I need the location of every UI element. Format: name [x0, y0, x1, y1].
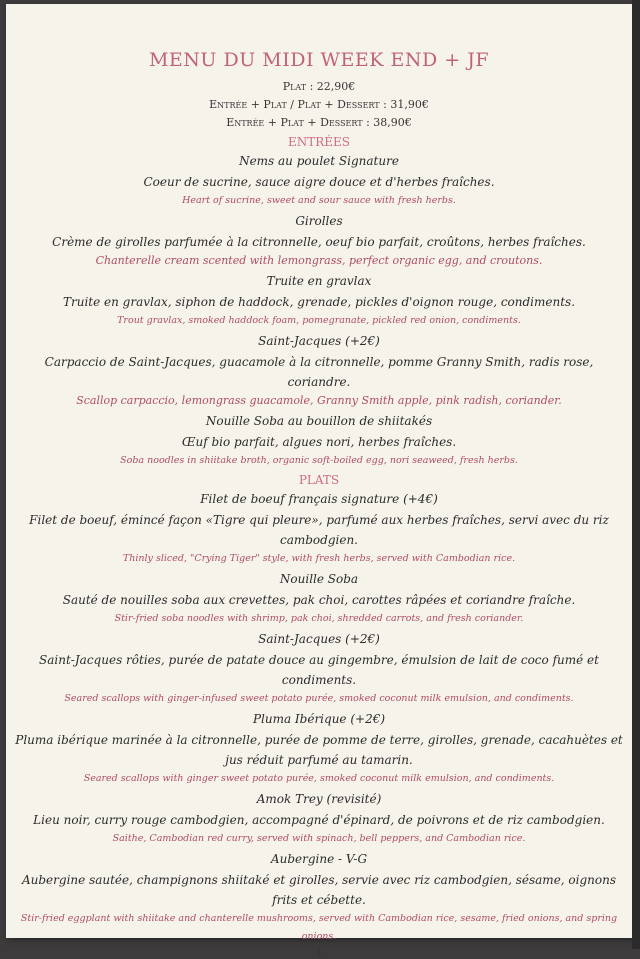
- dish-description-en: Chanterelle cream scented with lemongrass, perfect organic egg, and croutons.: [95, 254, 543, 267]
- dish-description-fr: Coeur de sucrine, sauce aigre douce et d'herbes fraîches.: [143, 175, 495, 189]
- dish-saint-jacques-entree: [14, 331, 624, 410]
- dish-name: Aubergine - V-G: [270, 852, 368, 866]
- dish-description-fr: Saint-Jacques rôties, purée de patate douce au gingembre, émulsion de lait de coco fumé et condiments.: [39, 653, 599, 687]
- dish-name: Nouille Soba au bouillon de shiitakés: [205, 414, 433, 428]
- dish-saint-jacques-plat: [14, 629, 624, 708]
- section-entrees: ENTRÉES: [287, 135, 351, 149]
- dish-description-fr: Filet de boeuf, émincé façon «Tigre qui pleure», parfumé aux herbes fraîches, servi avec du riz cambodgien.: [29, 513, 609, 547]
- dish-description-en: Seared scallops with ginger sweet potato purée, smoked coconut milk emulsion, and condiments.: [83, 773, 555, 784]
- dish-description-en: Scallop carpaccio, lemongrass guacamole, Granny Smith apple, pink radish, coriander.: [76, 394, 562, 407]
- dish-aubergine: [14, 849, 624, 946]
- dish-description-fr: Carpaccio de Saint-Jacques, guacamole à la citronnelle, pomme Granny Smith, radis rose, coriandre.: [44, 355, 594, 389]
- dish-description-fr: Sauté de nouilles soba aux crevettes, pak choi, carottes râpées et coriandre fraîche.: [62, 593, 576, 607]
- dish-description-fr: Lieu noir, curry rouge cambodgien, accompagné d'épinard, de poivrons et de riz cambodgien.: [33, 813, 605, 827]
- dish-name: Filet de boeuf français signature (+4€): [200, 492, 438, 506]
- dish-truite: [14, 271, 624, 330]
- dish-name: Girolles: [295, 214, 343, 228]
- dish-name: Nems au poulet Signature: [239, 154, 399, 168]
- dish-name: Amok Trey (revisité): [256, 792, 382, 806]
- dish-name: Pluma Ibérique (+2€): [252, 712, 386, 726]
- dish-description-fr: Œuf bio parfait, algues nori, herbes fraîches.: [181, 435, 457, 449]
- dish-description-fr: Aubergine sautée, champignons shiitaké et girolles, servie avec riz cambodgien, sésame, oignons frits et cébette.: [21, 873, 617, 907]
- dish-nems: [14, 151, 624, 210]
- dish-description-en: Stir-fried soba noodles with shrimp, pak choi, shredded carrots, and fresh coriander.: [114, 613, 524, 624]
- dish-name: Saint-Jacques (+2€): [258, 632, 380, 646]
- page-number: 4: [316, 948, 322, 958]
- dish-description-en: Saithe, Cambodian red curry, served with spinach, bell peppers, and Cambodian rice.: [112, 833, 526, 844]
- section-plats: PLATS: [298, 473, 340, 487]
- dish-name: Nouille Soba: [279, 572, 359, 586]
- dish-description-en: Soba noodles in shiitake broth, organic soft-boiled egg, nori seaweed, fresh herbs.: [120, 455, 518, 466]
- price-two-courses: Entrée + Plat / Plat + Dessert : 31,90€: [209, 98, 429, 111]
- dish-description-en: Seared scallops with ginger-infused sweet potato purée, smoked coconut milk emulsion, and condiments.: [64, 693, 574, 704]
- dish-description-fr: Crème de girolles parfumée à la citronnelle, oeuf bio parfait, croûtons, herbes fraîches.: [52, 235, 586, 249]
- dish-description-fr: Pluma ibérique marinée à la citronnelle, purée de pomme de terre, girolles, grenade, cacahuètes et jus réduit parfumé au tamarin.: [15, 733, 623, 767]
- dish-description-en: Thinly sliced, "Crying Tiger" style, with fresh herbs, served with Cambodian rice.: [122, 553, 516, 564]
- page-edge: [632, 0, 640, 949]
- dish-nouille-soba: [14, 569, 624, 628]
- dish-name: Saint-Jacques (+2€): [258, 334, 380, 348]
- dish-description-fr: Truite en gravlax, siphon de haddock, grenade, pickles d'oignon rouge, condiments.: [62, 295, 576, 309]
- dish-amok-trey: [14, 789, 624, 848]
- menu-page: [6, 4, 632, 958]
- price-plat: Plat : 22,90€: [282, 80, 356, 93]
- menu-title: MENU DU MIDI WEEK END + JF: [148, 49, 490, 71]
- dish-name: Truite en gravlax: [266, 274, 372, 288]
- dish-description-en: Trout gravlax, smoked haddock foam, pomegranate, pickled red onion, condiments.: [117, 315, 521, 326]
- menu-content: [14, 48, 624, 959]
- dish-girolles: [14, 211, 624, 270]
- dish-nouille-soba-bouillon: [14, 411, 624, 470]
- dish-description-en: Heart of sucrine, sweet and sour sauce with fresh herbs.: [182, 195, 456, 206]
- price-three-courses: Entrée + Plat + Dessert : 38,90€: [226, 116, 412, 129]
- dish-description-en: Stir-fried eggplant with shiitake and chanterelle mushrooms, served with Cambodian rice, sesame, fried onions, and spring onions.: [20, 913, 618, 942]
- dish-filet-boeuf: [14, 489, 624, 568]
- dish-pluma-iberique: [14, 709, 624, 788]
